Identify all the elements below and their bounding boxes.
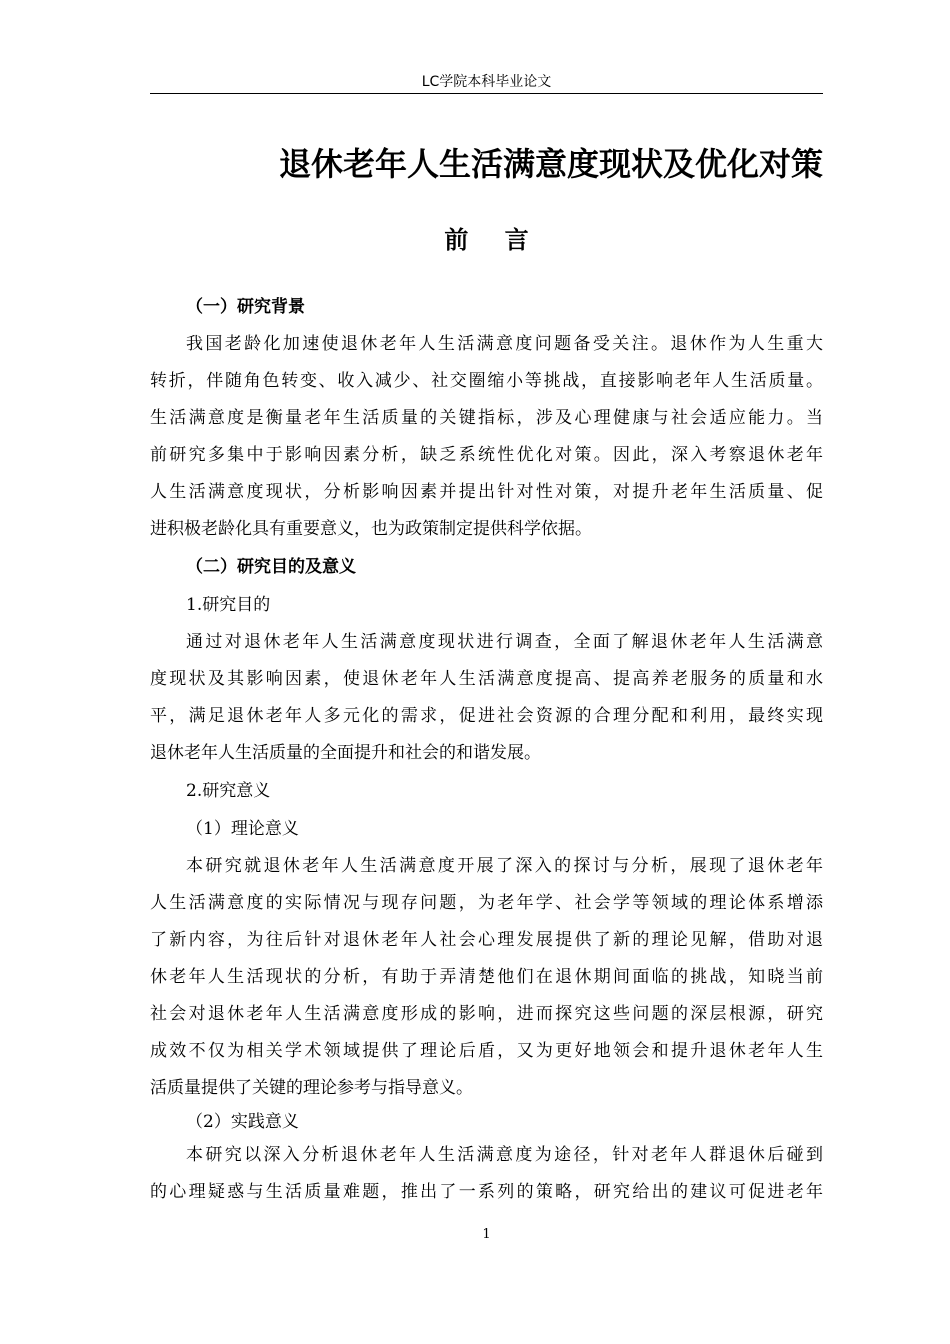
subheading-practical-significance: （2）实践意义 — [186, 1112, 299, 1132]
subheading-research-goal: 1.研究目的 — [186, 595, 271, 615]
text-line: 人生活满意度的实际情况与现存问题，为老年学、社会学等领域的理论体系增添 — [150, 893, 823, 913]
paragraph-theoretical-significance — [150, 848, 823, 1107]
text-line: 度现状及其影响因素，使退休老年人生活满意度提高、提高养老服务的质量和水 — [150, 669, 823, 689]
text-line: 进积极老龄化具有重要意义，也为政策制定提供科学依据。 — [150, 519, 592, 539]
text-line: 平，满足退休老年人多元化的需求，促进社会资源的合理分配和利用，最终实现 — [150, 706, 823, 726]
page-number: 1 — [482, 1227, 491, 1242]
text-line: 前研究多集中于影响因素分析，缺乏系统性优化对策。因此，深入考察退休老年 — [150, 445, 823, 465]
text-line: 人生活满意度现状，分析影响因素并提出针对性对策，对提升老年生活质量、促 — [150, 482, 823, 502]
running-header: LC学院本科毕业论文 — [421, 74, 552, 90]
heading-research-background: （一）研究背景 — [186, 297, 305, 317]
paragraph-research-goal — [150, 624, 823, 772]
section-title-preface: 前 言 — [444, 226, 543, 254]
heading-purpose-significance: （二）研究目的及意义 — [186, 557, 356, 577]
text-line: 的心理疑惑与生活质量难题，推出了一系列的策略，研究给出的建议可促进老年 — [150, 1182, 823, 1202]
text-line: 我国老龄化加速使退休老年人生活满意度问题备受关注。退休作为人生重大 — [186, 334, 823, 354]
paragraph-practical-significance — [150, 1137, 823, 1211]
text-line: 转折，伴随角色转变、收入减少、社交圈缩小等挑战，直接影响老年人生活质量。 — [150, 371, 823, 391]
subheading-theoretical-significance: （1）理论意义 — [186, 819, 299, 839]
text-line: 本研究以深入分析退休老年人生活满意度为途径，针对老年人群退休后碰到 — [186, 1145, 823, 1165]
text-line: 退休老年人生活质量的全面提升和社会的和谐发展。 — [150, 743, 541, 763]
text-line: 了新内容，为往后针对退休老年人社会心理发展提供了新的理论见解，借助对退 — [150, 930, 823, 950]
text-line: 社会对退休老年人生活满意度形成的影响，进而探究这些问题的深层根源，研究 — [150, 1004, 823, 1024]
text-line: 本研究就退休老年人生活满意度开展了深入的探讨与分析，展现了退休老年 — [186, 856, 823, 876]
text-line: 休老年人生活现状的分析，有助于弄清楚他们在退休期间面临的挑战，知晓当前 — [150, 967, 823, 987]
document-title: 退休老年人生活满意度现状及优化对策 — [278, 145, 823, 183]
subheading-research-significance: 2.研究意义 — [186, 781, 271, 801]
text-line: 成效不仅为相关学术领域提供了理论后盾，又为更好地领会和提升退休老年人生 — [150, 1041, 823, 1061]
header-rule — [150, 93, 823, 94]
text-line: 通过对退休老年人生活满意度现状进行调查，全面了解退休老年人生活满意 — [186, 632, 823, 652]
paragraph-research-background — [150, 326, 823, 548]
body-text — [150, 288, 823, 1211]
text-line: 生活满意度是衡量老年生活质量的关键指标，涉及心理健康与社会适应能力。当 — [150, 408, 823, 428]
text-line: 活质量提供了关键的理论参考与指导意义。 — [150, 1078, 473, 1098]
